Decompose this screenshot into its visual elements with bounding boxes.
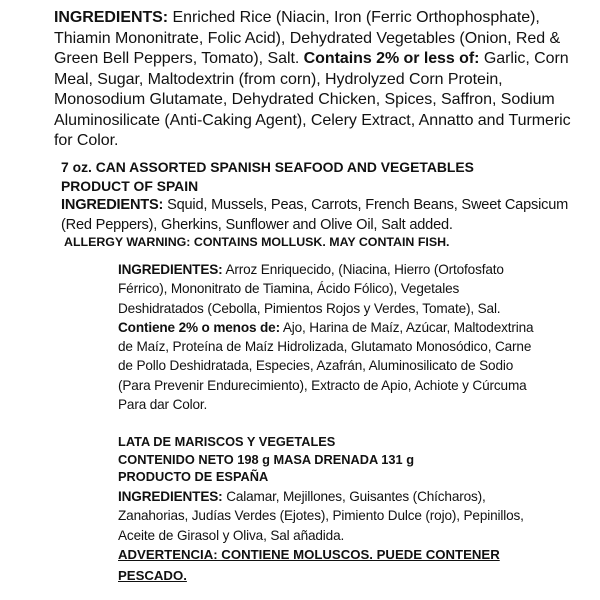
spanish-can-ingredients-label: INGREDIENTES: bbox=[118, 489, 223, 504]
spanish-origin-line: PRODUCTO DE ESPAÑA bbox=[118, 469, 269, 484]
spanish-ingredients-text: Arroz Enriquecido, (Niacina, Hierro (Ortofosfato Férrico), Mononitrato de Tiamina, Ácido Fólico), Vegetales Deshidratados (Cebolla, Pimientos Rojos y Verdes, Tomate), Sal. bbox=[118, 262, 504, 316]
english-origin-line: PRODUCT OF SPAIN bbox=[61, 178, 199, 194]
spanish-ingredients bbox=[118, 260, 538, 414]
english-allergy-warning: ALLERGY WARNING: CONTAINS MOLLUSK. MAY CONTAIN FISH. bbox=[64, 235, 450, 249]
spanish-ingredients-label: INGREDIENTES: bbox=[118, 262, 223, 277]
spanish-contains-text: Ajo, Harina de Maíz, Azúcar, Maltodextrina de Maíz, Proteína de Maíz Hidrolizada, Glutamato Monosódico, Carne de Pollo Deshidratada, Especies, Azafrán, Aluminosilicato de Sodio (Para Prevenir Endurecimiento), Extracto de Apio, Achiote y Cúrcuma Para dar Color. bbox=[118, 319, 534, 413]
english-ingredients-text: Enriched Rice (Niacin, Iron (Ferric Orthophosphate), Thiamin Mononitrate, Folic Acid), Dehydrated Vegetables (Onion, Red & Green Bell Peppers, Tomato), Salt. bbox=[54, 9, 561, 67]
spanish-net-content-line: CONTENIDO NETO 198 g MASA DRENADA 131 g bbox=[118, 451, 415, 467]
spanish-can-heading bbox=[118, 433, 538, 486]
spanish-contains-label: Contiene 2% o menos de: bbox=[118, 319, 280, 335]
english-contains-text: Garlic, Corn Meal, Sugar, Maltodextrin (from corn), Hydrolyzed Corn Protein, Monosodium Glutamate, Dehydrated Chicken, Spices, Saffron, Sodium Aluminosilicate (Anti-Caking Agent), Celery Extract, Annatto and Turmeric for Color. bbox=[54, 50, 571, 149]
spanish-can-line: LATA DE MARISCOS Y VEGETALES bbox=[118, 434, 336, 449]
english-can-line: 7 oz. CAN ASSORTED SPANISH SEAFOOD AND VEGETABLES bbox=[61, 159, 474, 175]
spanish-warning: ADVERTENCIA: CONTIENE MOLUSCOS. PUEDE CONTENER PESCADO. bbox=[118, 547, 500, 583]
english-can-heading bbox=[61, 158, 581, 196]
english-can-ingredients bbox=[61, 195, 591, 235]
english-ingredients bbox=[54, 8, 584, 152]
spanish-can-ingredients bbox=[118, 487, 538, 545]
english-can-ingredients-label: INGREDIENTS: bbox=[61, 197, 164, 213]
english-contains-label: Contains 2% or less of: bbox=[303, 50, 480, 67]
spanish-can-ingredients-text: Calamar, Mejillones, Guisantes (Chícharos), Zanahorias, Judías Verdes (Ejotes), Pimiento Dulce (rojo), Pepinillos, Aceite de Girasol y Oliva, Sal añadida. bbox=[118, 489, 524, 543]
english-can-ingredients-text: Squid, Mussels, Peas, Carrots, French Beans, Sweet Capsicum (Red Peppers), Gherkins, Sunflower and Olive Oil, Salt added. bbox=[61, 197, 569, 233]
english-ingredients-label: INGREDIENTS: bbox=[54, 9, 169, 26]
